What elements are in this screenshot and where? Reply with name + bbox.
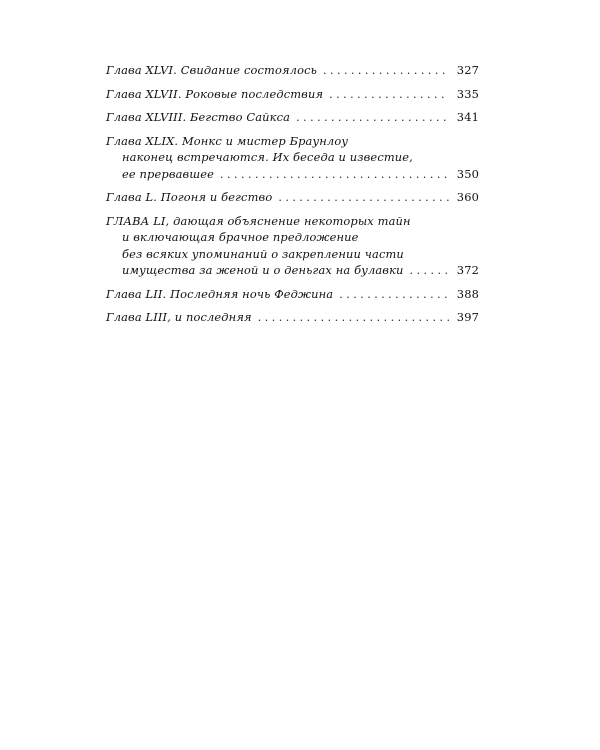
toc-line	[106, 213, 479, 230]
toc-line	[106, 166, 479, 184]
toc-page-number: 388	[456, 286, 479, 301]
toc-page-number: 360	[456, 190, 479, 204]
toc-page-number: 327	[456, 63, 479, 77]
toc-entry-title-continued: наконец встречаются. Их беседа и известие,	[122, 150, 413, 164]
toc-line	[106, 86, 479, 104]
toc-page-number: 341	[456, 110, 479, 124]
toc-entry	[106, 189, 479, 207]
toc-line	[106, 262, 479, 280]
toc-entry-title-continued: и включающая брачное предложение	[122, 230, 359, 244]
toc-entry-title: ГЛАВА LI, дающая объяснение некоторых тайн	[106, 213, 411, 228]
toc-entry	[106, 213, 479, 280]
table-of-contents	[106, 62, 479, 333]
toc-page-number: 350	[456, 166, 479, 181]
toc-line	[106, 286, 479, 304]
toc-entry-title: Глава L. Погоня и бегство	[106, 190, 273, 204]
toc-line	[106, 62, 479, 80]
toc-entry	[106, 86, 479, 104]
dot-leader	[410, 263, 449, 280]
toc-line	[106, 189, 479, 207]
toc-line	[106, 109, 479, 127]
dot-leader	[329, 87, 449, 104]
toc-entry-title: Глава XLVI. Свидание состоялось	[106, 63, 317, 77]
dot-leader	[323, 63, 449, 80]
toc-entry-title: Глава XLVIII. Бегство Сайкса	[106, 110, 291, 124]
toc-entry	[106, 109, 479, 127]
toc-page-number: 335	[456, 86, 479, 101]
dot-leader	[339, 287, 449, 304]
dot-leader	[220, 167, 449, 184]
toc-page-number: 372	[456, 263, 479, 277]
toc-entry-title-continued: ее прервавшее	[122, 166, 215, 181]
toc-entry-title: Глава LIII, и последняя	[106, 310, 252, 324]
toc-line	[106, 246, 479, 263]
toc-entry-title-continued: без всяких упоминаний о закреплении части	[122, 246, 404, 261]
toc-line	[106, 309, 479, 327]
toc-entry	[106, 62, 479, 80]
dot-leader	[296, 110, 449, 127]
toc-page-number: 397	[456, 310, 479, 324]
toc-entry-title-continued: имущества за женой и о деньгах на булавки	[122, 263, 404, 277]
dot-leader	[258, 310, 449, 327]
dot-leader	[278, 190, 449, 207]
toc-entry-title: Глава LII. Последняя ночь Феджина	[106, 286, 334, 301]
toc-line	[106, 149, 479, 166]
toc-line	[106, 229, 479, 246]
toc-entry-title: Глава XLIX. Монкс и мистер Браунлоу	[106, 133, 349, 148]
toc-entry	[106, 133, 479, 184]
toc-entry	[106, 309, 479, 327]
toc-entry-title: Глава XLVII. Роковые последствия	[106, 86, 324, 101]
toc-line	[106, 133, 479, 150]
toc-entry	[106, 286, 479, 304]
